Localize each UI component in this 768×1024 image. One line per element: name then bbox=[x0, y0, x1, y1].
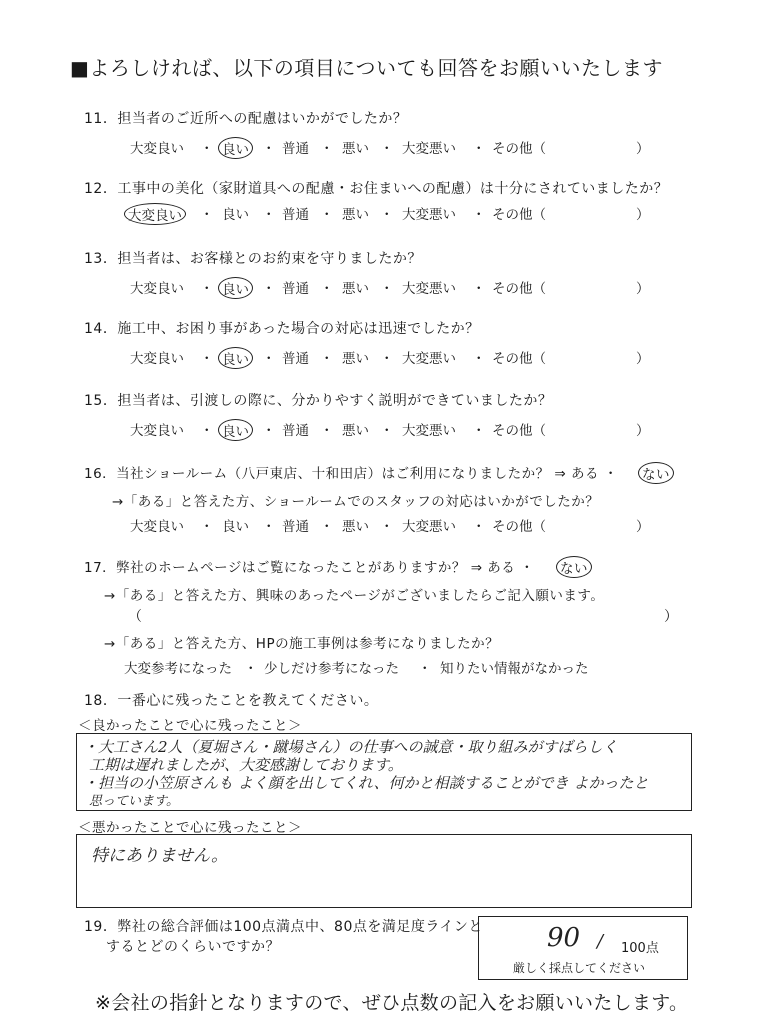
option-very-good[interactable]: 大変良い bbox=[130, 423, 184, 439]
question-17: 17．弊社のホームページはご覧になったことがありますか？ ⇒ ある ・ bbox=[84, 560, 535, 576]
option-good[interactable]: 良い bbox=[222, 519, 249, 535]
option-normal[interactable]: 普通 bbox=[282, 423, 309, 439]
page-heading: ■よろしければ、以下の項目についても回答をお願いいたします bbox=[70, 56, 663, 80]
handwritten-line-2: 工期は遅れましたが、大変感謝しております。 bbox=[89, 756, 403, 774]
option-bad[interactable]: 悪い bbox=[342, 281, 369, 297]
handwritten-bad-text: 特にありません。 bbox=[91, 846, 229, 866]
option-other[interactable]: その他（ bbox=[492, 281, 546, 297]
bad-memory-label: ＜悪かったことで心に残ったこと＞ bbox=[78, 820, 302, 836]
option-very-helpful[interactable]: 大変参考になった bbox=[124, 661, 232, 677]
option-normal[interactable]: 普通 bbox=[282, 351, 309, 367]
option-other[interactable]: その他（ bbox=[492, 207, 546, 223]
question-12: 12．工事中の美化（家財道具への配慮・お住まいへの配慮）は十分にされていましたか？ bbox=[84, 181, 669, 197]
option-good-circled[interactable]: 良い bbox=[218, 347, 253, 369]
option-very-good-circled[interactable]: 大変良い bbox=[124, 203, 186, 225]
option-other[interactable]: その他（ bbox=[492, 351, 546, 367]
option-very-good[interactable]: 大変良い bbox=[130, 281, 184, 297]
option-other[interactable]: その他（ bbox=[492, 141, 546, 157]
question-19-line-1: 19．弊社の総合評価は100点満点中、80点を満足度ラインと bbox=[84, 919, 483, 935]
option-very-bad[interactable]: 大変悪い bbox=[402, 141, 456, 157]
option-very-bad[interactable]: 大変悪い bbox=[402, 351, 456, 367]
option-normal[interactable]: 普通 bbox=[282, 207, 309, 223]
score-note: 厳しく採点してください bbox=[513, 961, 646, 975]
close-paren: ） bbox=[664, 609, 679, 625]
q15-options: 大変良い ・ 良い ・ 普通 ・ 悪い ・ 大変悪い ・ その他（ ） bbox=[0, 419, 768, 439]
score-box[interactable] bbox=[478, 916, 688, 980]
score-slash: / bbox=[597, 931, 604, 952]
question-15: 15．担当者は、引渡しの際に、分かりやすく説明ができていましたか？ bbox=[84, 393, 553, 409]
option-very-good[interactable]: 大変良い bbox=[130, 351, 184, 367]
q12-options: 大変良い ・ 良い ・ 普通 ・ 悪い ・ 大変悪い ・ その他（ ） bbox=[0, 203, 768, 223]
q11-options: 大変良い ・ 良い ・ 普通 ・ 悪い ・ 大変悪い ・ その他（ ） bbox=[0, 137, 768, 157]
good-memory-box[interactable] bbox=[76, 733, 692, 811]
question-16-followup: →「ある」と答えた方、ショールームでのスタッフの対応はいかがでしたか？ bbox=[112, 494, 600, 510]
question-17-followup-1: →「ある」と答えた方、興味のあったページがございましたらご記入願います。 bbox=[104, 588, 605, 604]
question-16: 16．当社ショールーム（八戸東店、十和田店）はご利用になりましたか？ ⇒ ある ・ bbox=[84, 466, 618, 482]
answer-none-circled[interactable]: ない bbox=[556, 556, 592, 578]
answer-none-circled[interactable]: ない bbox=[638, 462, 674, 484]
q17-reference-options: 大変参考になった ・ 少しだけ参考になった ・ 知りたい情報がなかった bbox=[0, 657, 768, 677]
question-18: 18．一番心に残ったことを教えてください。 bbox=[84, 693, 379, 709]
question-11: 11．担当者のご近所への配慮はいかがでしたか？ bbox=[84, 111, 408, 127]
option-other[interactable]: その他（ bbox=[492, 519, 546, 535]
open-paren: （ bbox=[128, 609, 143, 625]
option-good[interactable]: 良い bbox=[222, 207, 249, 223]
option-bad[interactable]: 悪い bbox=[342, 351, 369, 367]
option-bad[interactable]: 悪い bbox=[342, 423, 369, 439]
footer-notice: ※会社の指針となりますので、ぜひ点数の記入をお願いいたします。 bbox=[95, 992, 689, 1014]
option-very-good[interactable]: 大変良い bbox=[130, 141, 184, 157]
question-19-line-2: するとどのくらいですか？ bbox=[106, 939, 280, 955]
handwritten-line-1: ・大工さん2人（夏堀さん・蹴場さん）の仕事への誠意・取り組みがすばらしく bbox=[83, 738, 618, 756]
handwritten-score: 90 bbox=[547, 923, 581, 953]
bad-memory-box[interactable] bbox=[76, 834, 692, 908]
option-normal[interactable]: 普通 bbox=[282, 519, 309, 535]
handwritten-line-3: ・担当の小笠原さんも よく顔を出してくれ、何かと相談することができ よかったと bbox=[83, 774, 649, 792]
score-max: 100点 bbox=[621, 941, 659, 956]
handwritten-line-4: 思っています。 bbox=[89, 794, 179, 809]
question-17-followup-2: →「ある」と答えた方、HPの施工事例は参考になりましたか？ bbox=[104, 636, 500, 652]
option-good-circled[interactable]: 良い bbox=[218, 137, 253, 159]
question-13: 13．担当者は、お客様とのお約束を守りましたか？ bbox=[84, 251, 422, 267]
option-very-bad[interactable]: 大変悪い bbox=[402, 281, 456, 297]
option-very-good[interactable]: 大変良い bbox=[130, 519, 184, 535]
option-somewhat-helpful[interactable]: 少しだけ参考になった bbox=[264, 661, 399, 677]
question-14: 14．施工中、お困り事があった場合の対応は迅速でしたか？ bbox=[84, 321, 480, 337]
option-bad[interactable]: 悪い bbox=[342, 519, 369, 535]
option-good-circled[interactable]: 良い bbox=[218, 419, 253, 441]
option-other[interactable]: その他（ bbox=[492, 423, 546, 439]
option-bad[interactable]: 悪い bbox=[342, 141, 369, 157]
option-normal[interactable]: 普通 bbox=[282, 281, 309, 297]
option-very-bad[interactable]: 大変悪い bbox=[402, 423, 456, 439]
q14-options: 大変良い ・ 良い ・ 普通 ・ 悪い ・ 大変悪い ・ その他（ ） bbox=[0, 347, 768, 367]
q13-options: 大変良い ・ 良い ・ 普通 ・ 悪い ・ 大変悪い ・ その他（ ） bbox=[0, 277, 768, 297]
option-normal[interactable]: 普通 bbox=[282, 141, 309, 157]
option-very-bad[interactable]: 大変悪い bbox=[402, 519, 456, 535]
q16-options: 大変良い ・ 良い ・ 普通 ・ 悪い ・ 大変悪い ・ その他（ ） bbox=[0, 515, 768, 535]
option-bad[interactable]: 悪い bbox=[342, 207, 369, 223]
option-very-bad[interactable]: 大変悪い bbox=[402, 207, 456, 223]
good-memory-label: ＜良かったことで心に残ったこと＞ bbox=[78, 718, 302, 734]
option-good-circled[interactable]: 良い bbox=[218, 277, 253, 299]
option-not-helpful[interactable]: 知りたい情報がなかった bbox=[440, 661, 589, 677]
